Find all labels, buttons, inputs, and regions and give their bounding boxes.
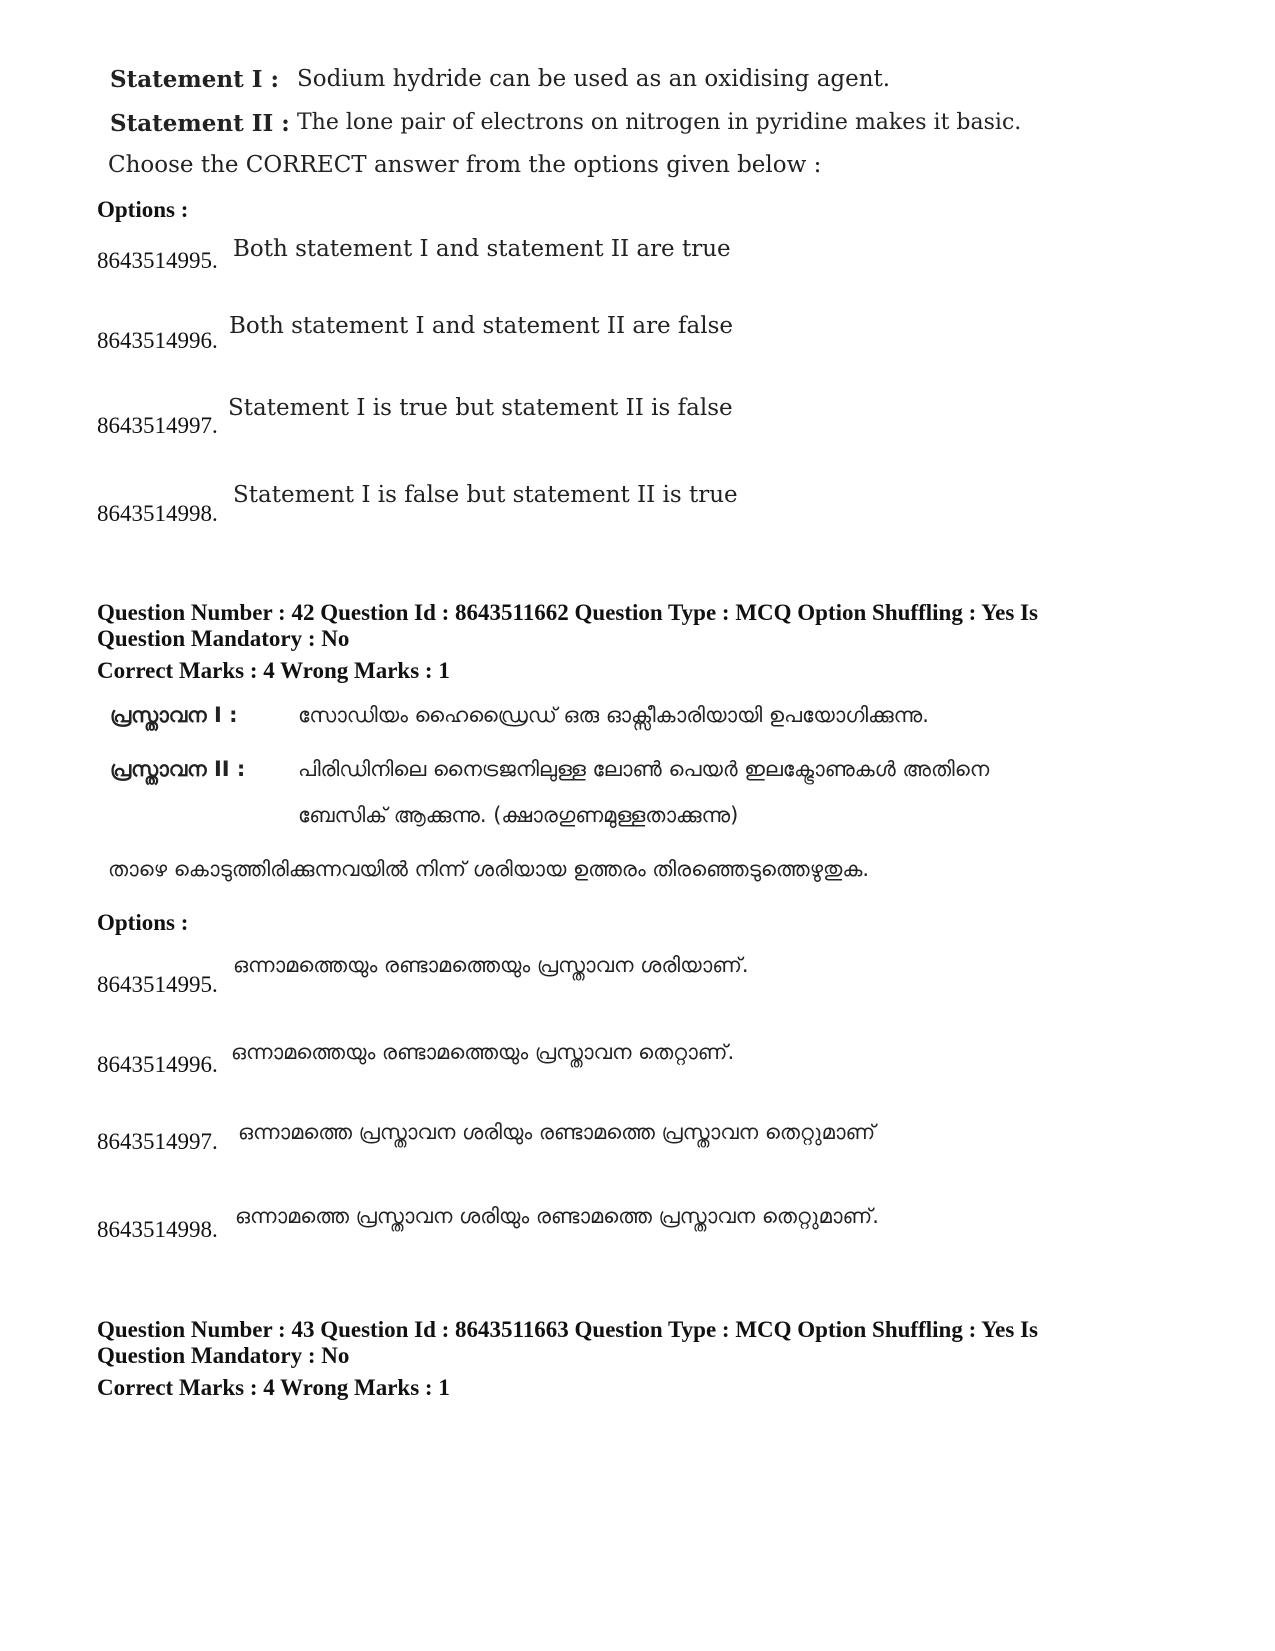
q42-option-2-id: 8643514996. (97, 1052, 218, 1077)
q42-statement2-label: പ്രസ്താവന II : (110, 757, 246, 781)
q41-option-4-text: Statement I is false but statement II is true (233, 482, 738, 508)
q41-option-2-text: Both statement I and statement II are false (229, 313, 733, 339)
q42-option-3-id: 8643514997. (97, 1129, 218, 1154)
q42-marks: Correct Marks : 4 Wrong Marks : 1 (97, 658, 450, 683)
q42-statement2-text: പിരിഡിനിലെ നൈട്രജനിലുള്ള ലോൺ പെയർ ഇലക്ട്രോണുകൾ അതിനെ (298, 757, 990, 781)
q42-option-4-id: 8643514998. (97, 1217, 218, 1242)
q42-option-1-id: 8643514995. (97, 972, 218, 997)
q41-option-3-text: Statement I is true but statement II is false (228, 395, 733, 421)
q41-statement1-label: Statement I : (110, 66, 279, 93)
q41-option-3-id: 8643514997. (97, 413, 218, 438)
q42-options-heading: Options : (97, 910, 189, 935)
q42-header-line1: Question Number : 42 Question Id : 8643511662 Question Type : MCQ Option Shuffling : Yes Is (97, 600, 1038, 625)
q41-option-1-text: Both statement I and statement II are true (233, 236, 731, 262)
q41-option-1-id: 8643514995. (97, 248, 218, 273)
q43-header-line1: Question Number : 43 Question Id : 8643511663 Question Type : MCQ Option Shuffling : Yes Is (97, 1317, 1038, 1342)
q42-statement2-text-cont: ബേസിക് ആക്കുന്നു. (ക്ഷാരഗുണമുള്ളതാക്കുന്നു) (298, 803, 739, 827)
q41-option-4-id: 8643514998. (97, 501, 218, 526)
q42-option-1-text: ഒന്നാമത്തെയും രണ്ടാമത്തെയും പ്രസ്താവന ശരിയാണ്. (233, 953, 749, 977)
q41-option-2-id: 8643514996. (97, 328, 218, 353)
q42-statement1-text: സോഡിയം ഹൈഡ്രൈഡ് ഒരു ഓക്സീകാരിയായി ഉപയോഗിക്കുന്നു. (298, 703, 929, 727)
q41-options-heading: Options : (97, 197, 189, 222)
q43-marks: Correct Marks : 4 Wrong Marks : 1 (97, 1375, 450, 1400)
q41-instruction: Choose the CORRECT answer from the options given below : (108, 152, 822, 178)
q41-statement2-label: Statement II : (110, 110, 290, 137)
q42-header-line2: Question Mandatory : No (97, 626, 350, 651)
q42-option-2-text: ഒന്നാമത്തെയും രണ്ടാമത്തെയും പ്രസ്താവന തെറ്റാണ്. (231, 1040, 735, 1064)
q42-option-4-text: ഒന്നാമത്തെ പ്രസ്താവന ശരിയും രണ്ടാമത്തെ പ്രസ്താവന തെറ്റുമാണ്. (235, 1204, 879, 1228)
q42-instruction: താഴെ കൊടുത്തിരിക്കുന്നവയിൽ നിന്ന് ശരിയായ ഉത്തരം തിരഞ്ഞെടുത്തെഴുതുക. (108, 857, 870, 881)
q42-option-3-text: ഒന്നാമത്തെ പ്രസ്താവന ശരിയും രണ്ടാമത്തെ പ്രസ്താവന തെറ്റുമാണ് (238, 1120, 876, 1144)
q43-header-line2: Question Mandatory : No (97, 1343, 350, 1368)
q42-statement1-label: പ്രസ്താവന I : (110, 703, 238, 727)
q41-statement2-text: The lone pair of electrons on nitrogen in pyridine makes it basic. (297, 110, 1022, 135)
q41-statement1-text: Sodium hydride can be used as an oxidising agent. (297, 66, 891, 92)
